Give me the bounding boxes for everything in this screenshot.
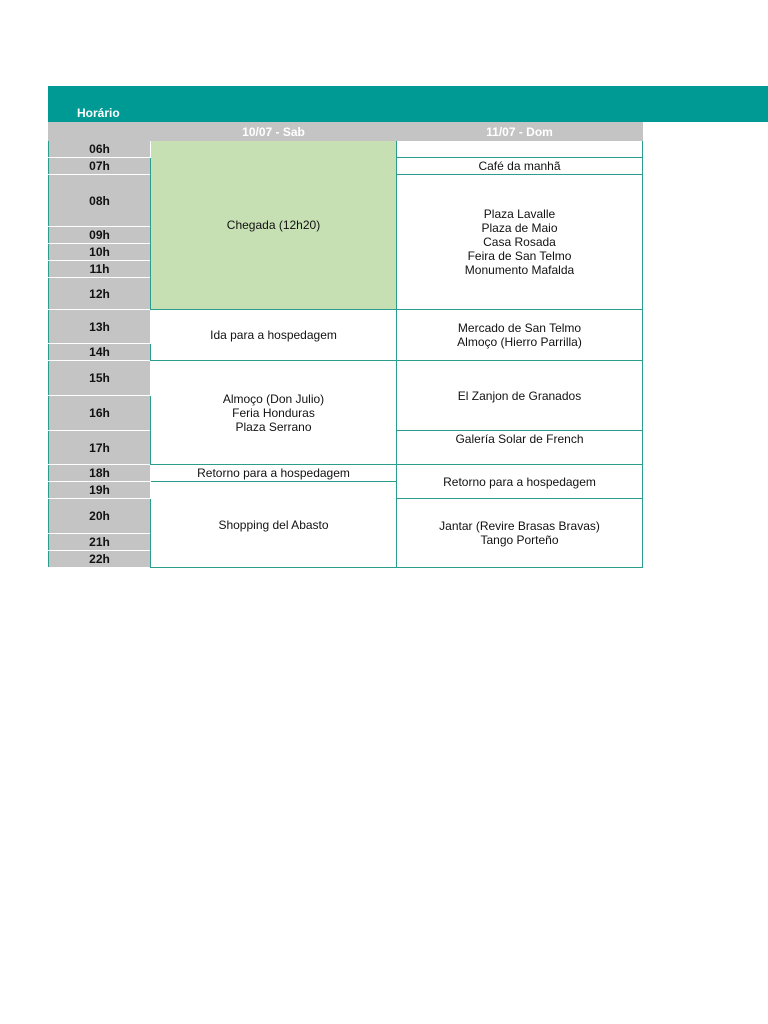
activity-line: Casa Rosada	[483, 235, 556, 249]
activity-gallery: Galería Solar de French	[397, 431, 643, 465]
hour-cell: 19h	[49, 482, 151, 499]
table-row	[49, 465, 643, 482]
activity-return-sat: Retorno para a hospedagem	[151, 465, 397, 482]
hour-cell: 15h	[49, 361, 151, 396]
activity-line: Jantar (Revire Brasas Bravas)	[439, 519, 600, 533]
hour-cell: 07h	[49, 158, 151, 175]
hour-cell: 22h	[49, 551, 151, 568]
activity-line: Almoço (Don Julio)	[222, 391, 325, 406]
day-header-row	[49, 123, 643, 141]
title-bar	[48, 86, 768, 122]
hour-cell: 08h	[49, 175, 151, 227]
activity-line: Plaza Serrano	[235, 419, 312, 434]
hour-cell: 10h	[49, 244, 151, 261]
hour-cell: 11h	[49, 261, 151, 278]
hour-cell: 20h	[49, 499, 151, 534]
activity-breakfast: Café da manhã	[397, 158, 643, 175]
activity-line: Plaza de Maio	[481, 221, 558, 235]
hour-cell: 16h	[49, 396, 151, 431]
activity-line: Monumento Mafalda	[464, 263, 575, 277]
activity-line: Almoço (Hierro Parrilla)	[457, 335, 582, 349]
hour-cell: 12h	[49, 278, 151, 310]
table-row	[49, 361, 643, 396]
hour-column-header	[49, 123, 151, 141]
activity-evening-sat: Shopping del Abasto	[151, 482, 397, 568]
hour-cell: 17h	[49, 431, 151, 465]
activity-morning-tour	[397, 175, 643, 310]
table-row	[49, 141, 643, 158]
hour-cell: 21h	[49, 534, 151, 551]
activity-evening-sun	[397, 499, 643, 568]
hour-cell: 06h	[49, 141, 151, 158]
hour-cell: 14h	[49, 344, 151, 361]
activity-arrival: Chegada (12h20)	[151, 141, 397, 310]
activity-line: Mercado de San Telmo	[457, 321, 582, 335]
schedule-table	[48, 122, 643, 568]
page-title: Horário	[77, 106, 120, 120]
table-row	[49, 310, 643, 344]
activity-line: Feria Honduras	[232, 405, 315, 420]
day-header-sun: 11/07 - Dom	[397, 123, 643, 141]
activity-line: Feira de San Telmo	[467, 249, 572, 263]
activity-lunch	[397, 310, 643, 361]
activity-line: Plaza Lavalle	[483, 207, 556, 221]
activity-check-in: Ida para a hospedagem	[151, 310, 397, 361]
activity-return-sun: Retorno para a hospedagem	[397, 465, 643, 499]
activity-empty	[397, 141, 643, 158]
hour-cell: 13h	[49, 310, 151, 344]
activity-afternoon-sun: El Zanjon de Granados	[397, 361, 643, 431]
hour-cell: 18h	[49, 465, 151, 482]
activity-line: Tango Porteño	[480, 533, 559, 547]
day-header-sat: 10/07 - Sab	[151, 123, 397, 141]
activity-afternoon-sat	[151, 361, 397, 465]
hour-cell: 09h	[49, 227, 151, 244]
